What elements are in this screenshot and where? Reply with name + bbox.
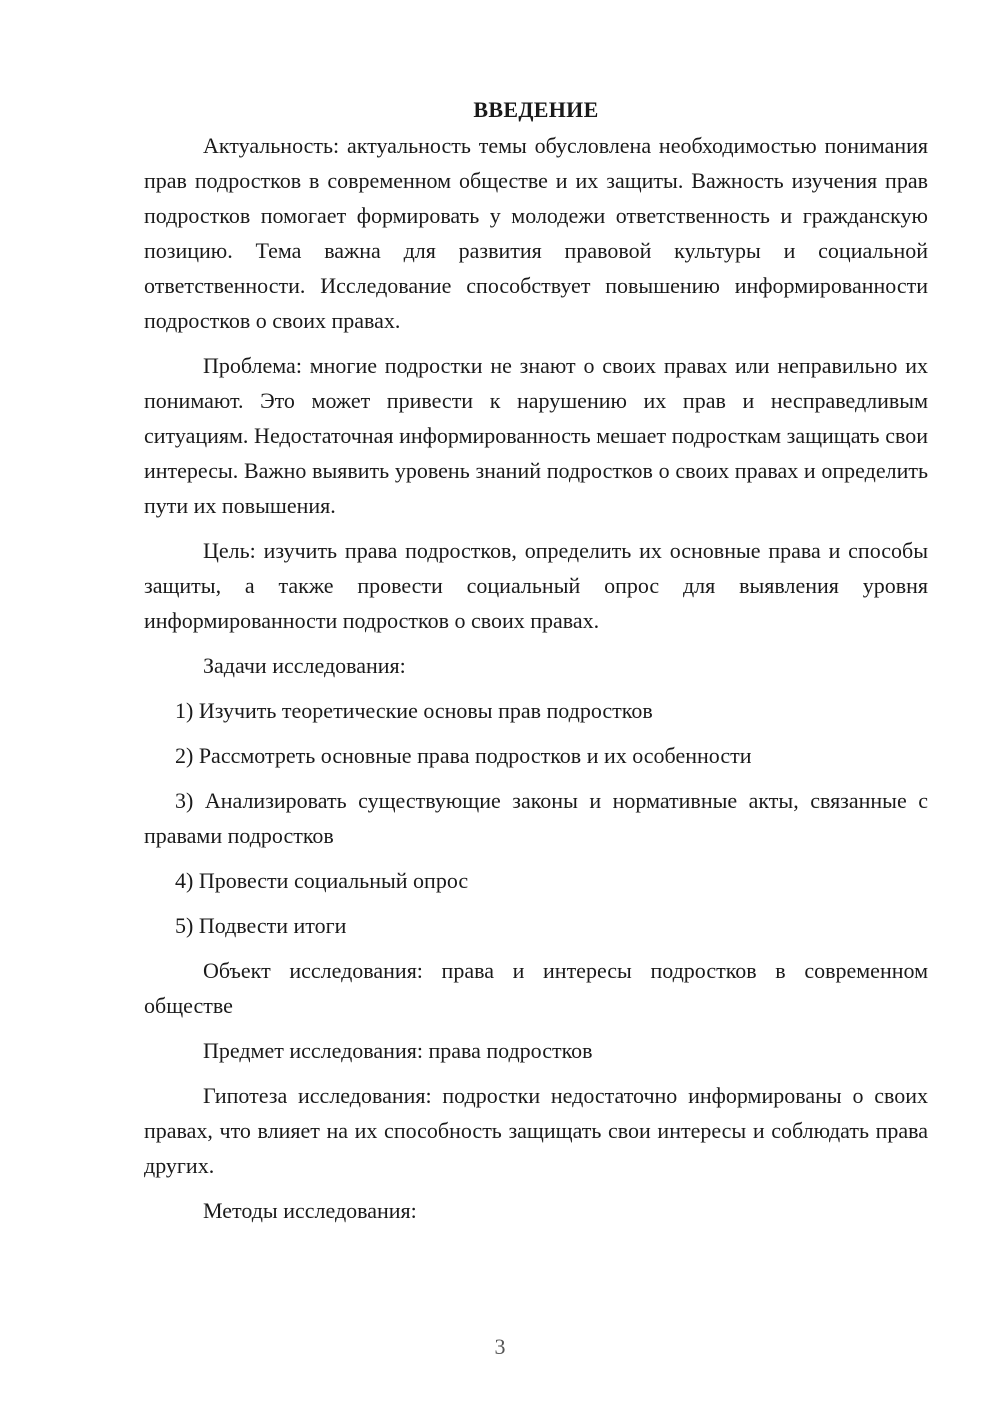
hypothesis-paragraph: Гипотеза исследования: подростки недостаточно информированы о своих правах, что влияет на их способность защищать свои интересы и соблюдать права других.: [144, 1083, 928, 1178]
subject-paragraph: Предмет исследования: права подростков: [203, 1038, 593, 1063]
task-item-3: 3) Анализировать существующие законы и нормативные акты, связанные с правами подростков: [144, 788, 928, 848]
relevance-paragraph: Актуальность: актуальность темы обусловлена необходимостью понимания прав подростков в современном обществе и их защиты. Важность изучения прав подростков помогает формировать у молодежи ответственность и гражданскую позицию. Тема важна для развития правовой культуры и социальной ответственности. Исследование способствует повышению информированности подростков о своих правах.: [144, 133, 928, 333]
page-number: 3: [494, 1334, 506, 1359]
task-item-5: 5) Подвести итоги: [175, 913, 347, 938]
task-item-2: 2) Рассмотреть основные права подростков и их особенности: [175, 743, 752, 768]
goal-paragraph: Цель: изучить права подростков, определить их основные права и способы защиты, а также провести социальный опрос для выявления уровня информированности подростков о своих правах.: [144, 538, 928, 633]
problem-paragraph: Проблема: многие подростки не знают о своих правах или неправильно их понимают. Это может привести к нарушению их прав и несправедливым ситуациям. Недостаточная информированность мешает подросткам защищать свои интересы. Важно выявить уровень знаний подростков о своих правах и определить пути их повышения.: [144, 353, 928, 518]
task-item-4: 4) Провести социальный опрос: [175, 868, 469, 893]
methods-heading: Методы исследования:: [203, 1198, 417, 1223]
page-content: [144, 92, 928, 1238]
section-title: ВВЕДЕНИЕ: [473, 97, 599, 122]
task-item-1: 1) Изучить теоретические основы прав подростков: [175, 698, 653, 723]
object-paragraph: Объект исследования: права и интересы подростков в современном обществе: [144, 958, 928, 1018]
tasks-heading: Задачи исследования:: [203, 653, 406, 678]
